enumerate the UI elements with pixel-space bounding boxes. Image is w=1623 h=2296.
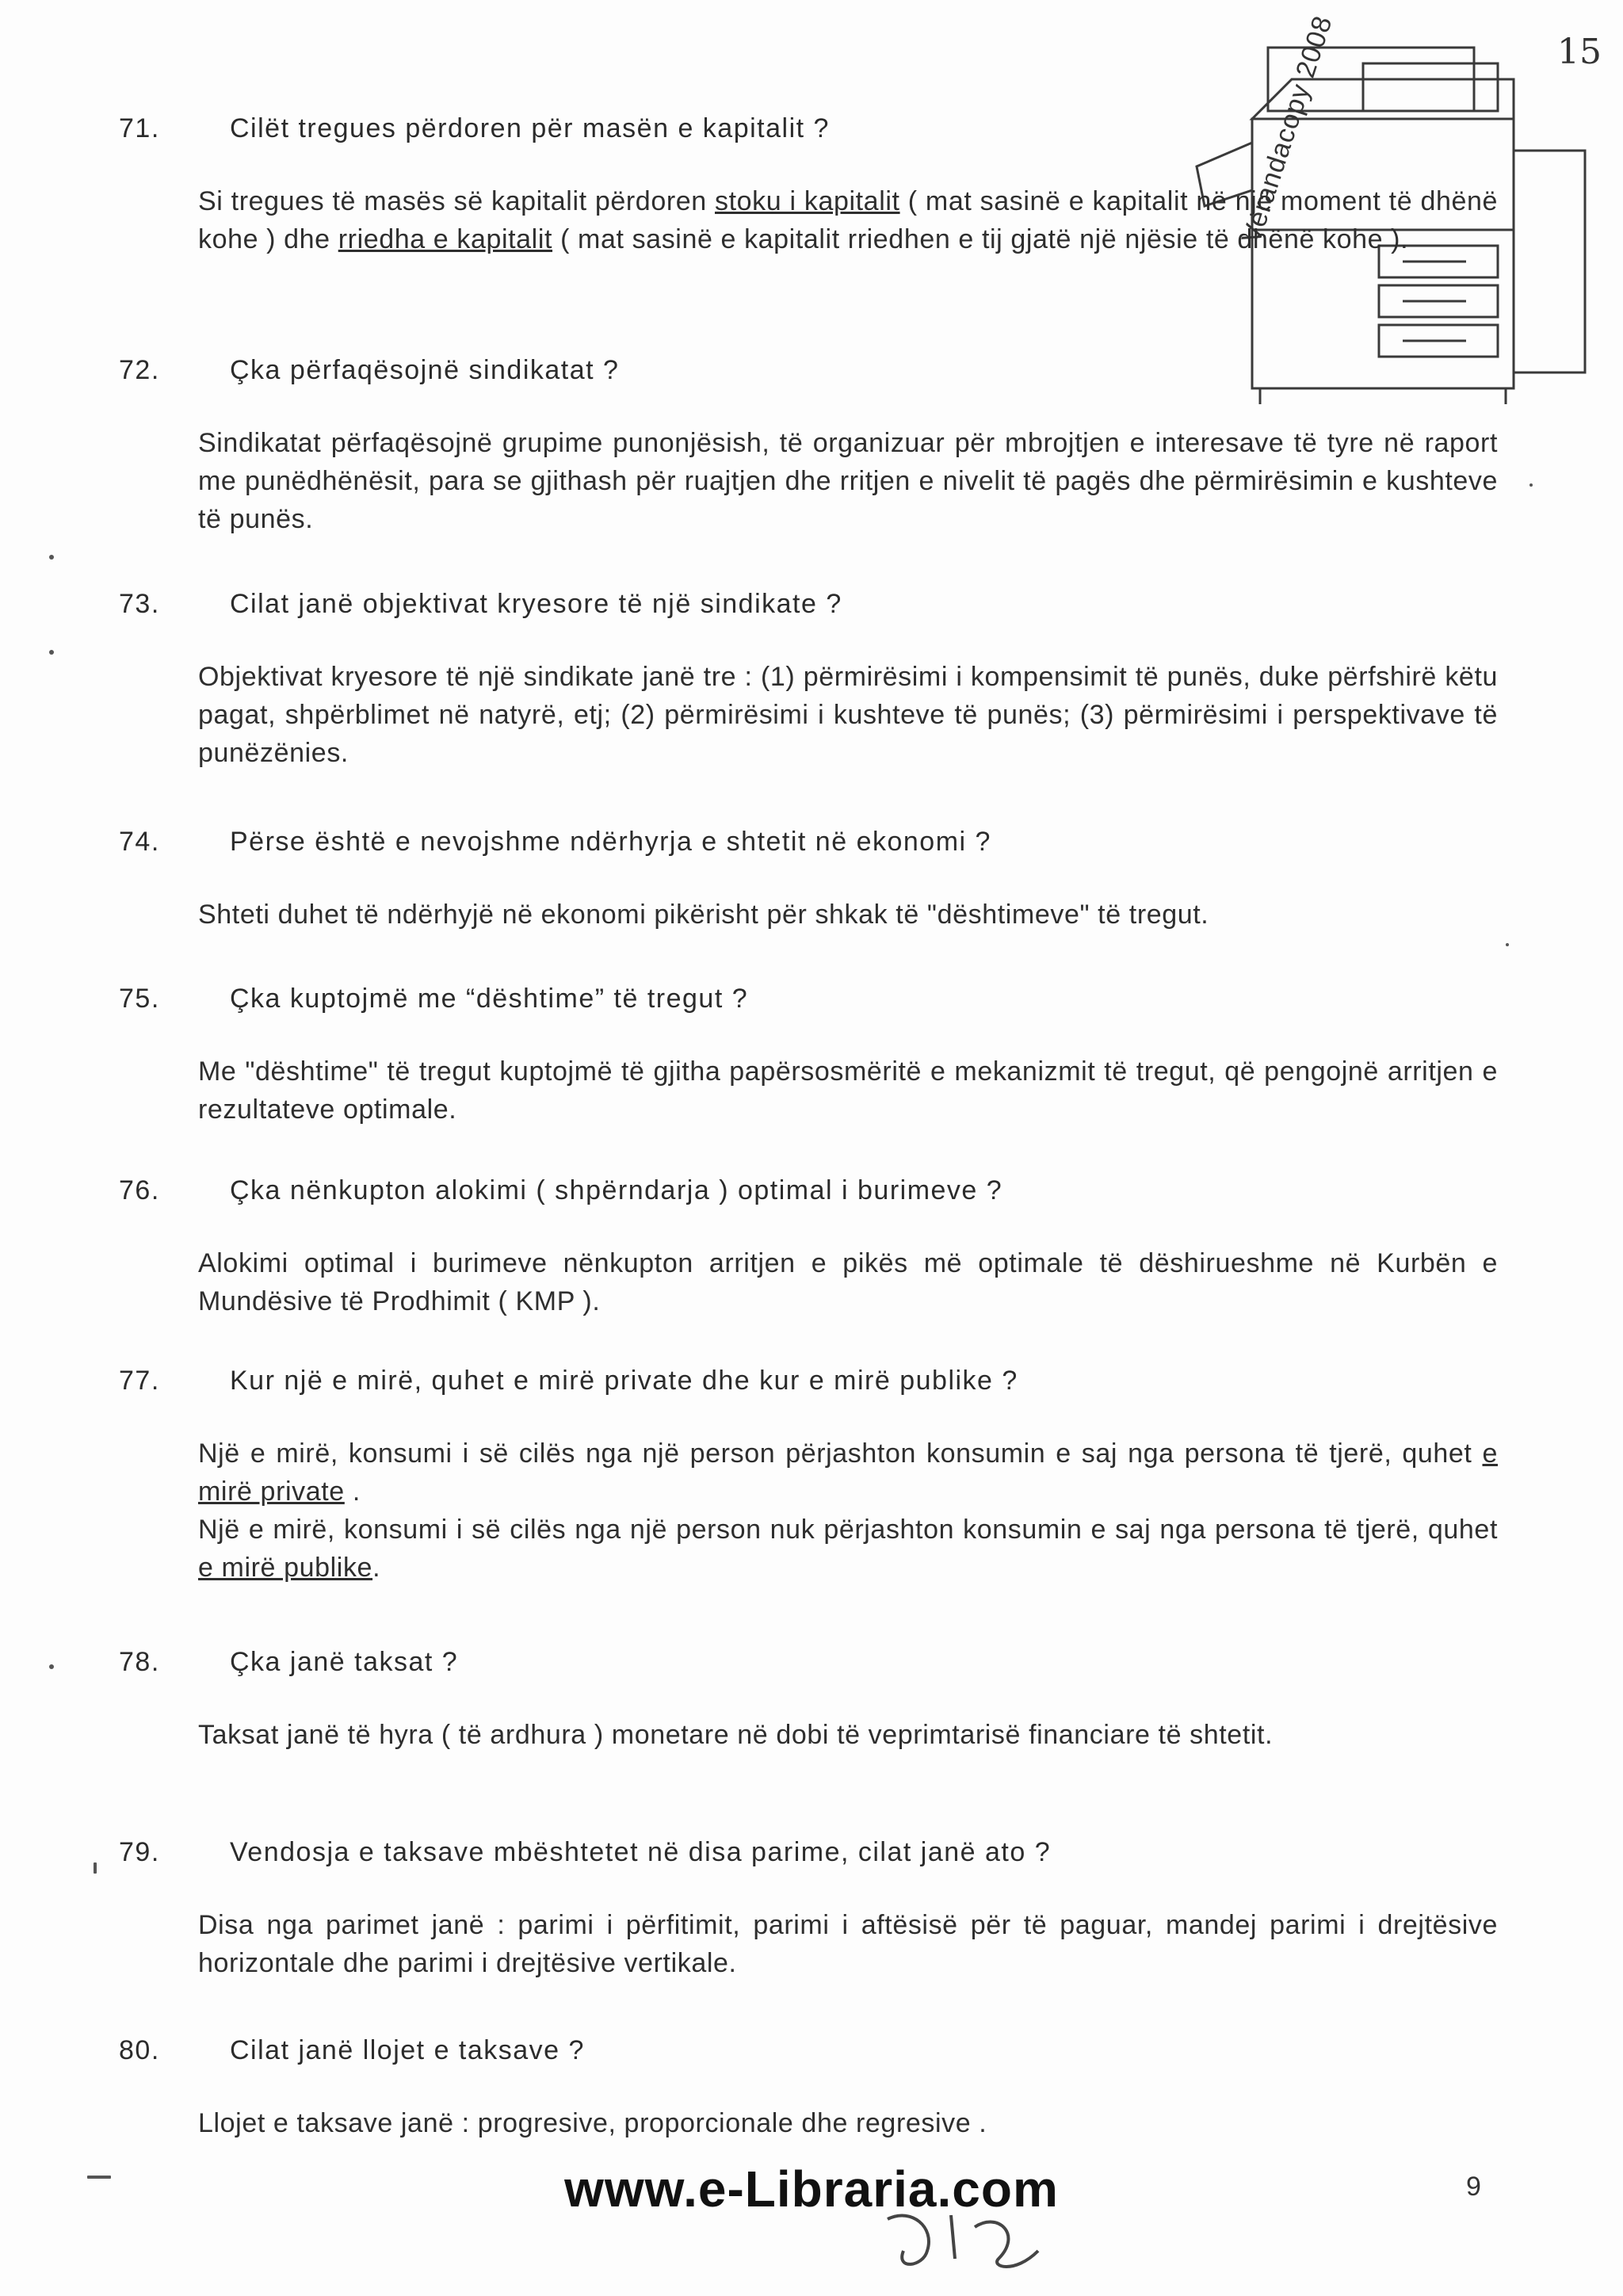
question-number: 75.	[119, 984, 160, 1014]
scan-speck	[49, 1664, 54, 1669]
qa-item-77	[119, 1363, 1498, 1587]
question-row	[119, 981, 1498, 1016]
answer-paragraph: Taksat janë të hyra ( të ardhura ) monetare në dobi të veprimtarisë financiare të shtetit.	[198, 1720, 1274, 1750]
answer-paragraph: Sindikatat përfaqësojnë grupime punonjësish, të organizuar për mbrojtjen e interesave të tyre në raport me punëdhënësit, para se gjithash për ruajtjen dhe rritjen e nivelit të pagës dhe përmirësimin e kushteve të punës.	[198, 428, 1498, 534]
answer-paragraph: Alokimi optimal i burimeve nënkupton arritjen e pikës më optimale të dëshirueshme në Kurbën e Mundësive të Prodhimit ( KMP ).	[198, 1248, 1498, 1316]
question-number: 72.	[119, 355, 160, 385]
copy-stamp-text: Verandacopy 2008	[1236, 12, 1338, 247]
question-row	[119, 353, 1498, 388]
qa-item-71	[119, 111, 1498, 258]
scan-speck	[1506, 943, 1509, 946]
answer-text	[198, 182, 1498, 258]
question-row	[119, 586, 1498, 621]
answer-paragraph: Me "dështime" të tregut kuptojmë të gjitha papërsosmëritë e mekanizmit të tregut, që pengojnë arritjen e rezultateve optimale.	[198, 1056, 1498, 1125]
scan-speck	[49, 555, 54, 560]
answer-paragraph: Objektivat kryesore të një sindikate janë tre : (1) përmirësimi i kompensimit të punës, duke përfshirë këtu pagat, shpërblimet në natyrë, etj; (2) përmirësimi i kushteve të punës; (3) përmirësimi i perspektivave të punëzënies.	[198, 662, 1498, 768]
question-number: 74.	[119, 827, 160, 857]
question-number: 76.	[119, 1175, 160, 1205]
answer-paragraph: Llojet e taksave janë : progresive, proporcionale dhe regresive .	[198, 2108, 987, 2138]
question-number: 78.	[119, 1647, 160, 1677]
question-text: Cilat janë llojet e taksave ?	[230, 2035, 585, 2065]
answer-text	[198, 2104, 1498, 2142]
answer-segment: .	[372, 1553, 381, 1583]
answer-paragraph	[198, 1435, 1498, 1511]
question-text: Përse është e nevojshme ndërhyrja e shtetit në ekonomi ?	[230, 827, 991, 857]
answer-text	[198, 896, 1498, 934]
question-row	[119, 2033, 1498, 2068]
question-number: 80.	[119, 2035, 160, 2065]
scan-speck	[87, 2176, 111, 2179]
question-text: Çka përfaqësojnë sindikatat ?	[230, 355, 620, 385]
answer-text	[198, 658, 1498, 772]
scan-speck	[1529, 483, 1533, 487]
question-text: Kur një e mirë, quhet e mirë private dhe kur e mirë publike ?	[230, 1366, 1018, 1396]
question-row	[119, 1173, 1498, 1208]
scan-speck	[49, 650, 54, 655]
answer-text	[198, 1906, 1498, 1982]
question-row	[119, 824, 1498, 859]
answer-paragraph: Disa nga parimet janë : parimi i përfitimit, parimi i aftësisë për të paguar, mandej parimi i drejtësive horizontale dhe parimi i drejtësive vertikale.	[198, 1910, 1498, 1978]
underlined-term: e mirë private	[198, 1438, 1498, 1507]
question-row	[119, 1363, 1498, 1398]
question-row	[119, 111, 1498, 146]
question-text: Vendosja e taksave mbështetet në disa parime, cilat janë ato ?	[230, 1837, 1052, 1867]
qa-item-78	[119, 1645, 1498, 1754]
underlined-term: e mirë publike	[198, 1553, 373, 1583]
answer-segment: Si tregues të masës së kapitalit përdoren	[198, 186, 715, 216]
handwritten-scribble-icon	[880, 2203, 1054, 2283]
qa-item-72	[119, 353, 1498, 538]
handwritten-corner-mark: 15	[1557, 32, 1602, 72]
answer-paragraph	[198, 182, 1498, 258]
question-text: Cilët tregues përdoren për masën e kapitalit ?	[230, 113, 830, 143]
question-text: Çka janë taksat ?	[230, 1647, 459, 1677]
qa-item-80	[119, 2033, 1498, 2142]
scan-speck	[94, 1862, 97, 1874]
answer-paragraph: Shteti duhet të ndërhyjë në ekonomi pikërisht për shkak të "dështimeve" të tregut.	[198, 900, 1209, 930]
question-row	[119, 1645, 1498, 1679]
answer-segment: ( mat sasinë e kapitalit në një moment të dhënë kohe ) dhe	[198, 186, 1498, 254]
qa-item-75	[119, 981, 1498, 1129]
qa-item-79	[119, 1835, 1498, 1982]
question-number: 73.	[119, 589, 160, 619]
answer-text	[198, 1244, 1498, 1320]
question-text: Çka nënkupton alokimi ( shpërndarja ) optimal i burimeve ?	[230, 1175, 1003, 1205]
answer-segment: Një e mirë, konsumi i së cilës nga një person nuk përjashton konsumin e saj nga persona të tjerë, quhet	[198, 1515, 1498, 1545]
answer-segment: Një e mirë, konsumi i së cilës nga një person përjashton konsumin e saj nga persona të tjerë, quhet	[198, 1438, 1483, 1469]
answer-text	[198, 1716, 1498, 1754]
qa-item-73	[119, 586, 1498, 772]
answer-paragraph	[198, 1511, 1498, 1587]
question-number: 79.	[119, 1837, 160, 1867]
qa-item-76	[119, 1173, 1498, 1320]
footer-website-link[interactable]: www.e-Libraria.com	[564, 2160, 1059, 2218]
answer-text	[198, 1435, 1498, 1587]
question-text: Çka kuptojmë me “dështime” të tregut ?	[230, 984, 749, 1014]
answer-text	[198, 424, 1498, 538]
answer-segment: ( mat sasinë e kapitalit rriedhen e tij gjatë një njësie të dhënë kohe ).	[552, 224, 1409, 254]
question-number: 71.	[119, 113, 160, 143]
page-number: 9	[1466, 2172, 1481, 2202]
answer-text	[198, 1052, 1498, 1129]
question-row	[119, 1835, 1498, 1870]
underlined-term: rriedha e kapitalit	[338, 224, 553, 254]
qa-item-74	[119, 824, 1498, 934]
answer-segment: .	[344, 1477, 361, 1507]
question-text: Cilat janë objektivat kryesore të një sindikate ?	[230, 589, 842, 619]
question-number: 77.	[119, 1366, 160, 1396]
underlined-term: stoku i kapitalit	[715, 186, 900, 216]
